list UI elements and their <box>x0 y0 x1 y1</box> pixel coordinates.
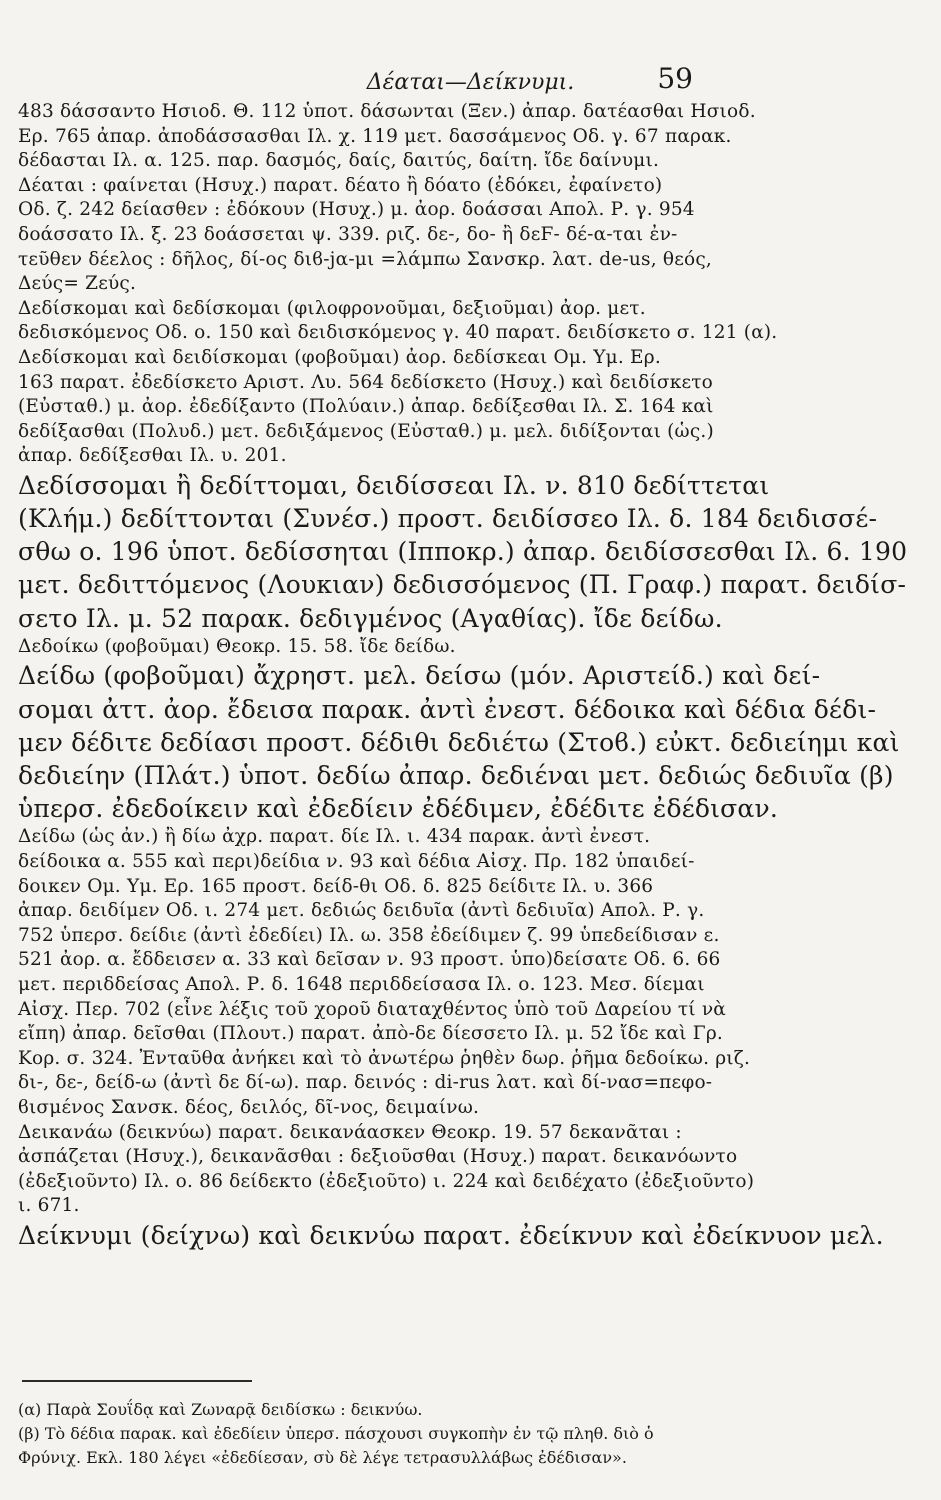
text-line: μετ. περιδδείσας Απολ. Ρ. δ. 1648 περιδδείσασα Ιλ. ο. 123. Μεσ. δίεμαι <box>18 973 705 995</box>
text-line: ἀπαρ. δειδίμεν Οδ. ι. 274 μετ. δεδιώς δειδυῖα (ἀντὶ δεδιυῖα) Απολ. Ρ. γ. <box>18 900 705 922</box>
text-line: σθω ο. 196 ὑποτ. δεδίσσηται (Ιπποκρ.) ἀπαρ. δειδίσσεσθαι Ιλ. 6. 190 <box>18 537 908 567</box>
entry-dediskomai-1: Δεδίσκομαι καὶ δεδίσκομαι (φιλοφρονοῦμαι, δεξιοῦμαι) ἀορ. μετ. <box>18 297 646 319</box>
text-line: δι-, δε-, δείδ-ω (ἀντὶ δε δί-ω). παρ. δεινός : di-rus λατ. καὶ δί-νασ=πεφο- <box>18 1072 713 1094</box>
text-line: 163 παρατ. ἐδεδίσκετο Αριστ. Λυ. 564 δεδίσκετο (Ησυχ.) καὶ δειδίσκετο <box>18 371 714 393</box>
entry-deido: Δείδω (φοβοῦμαι) ἄχρηστ. μελ. δείσω (μόν. Αριστείδ.) καὶ δεί- <box>18 661 821 691</box>
entry-dedissomai: Δεδίσσομαι ἢ δεδίττομαι, δειδίσσεαι Ιλ. ν. 810 δεδίττεται <box>18 470 770 500</box>
text-line: δεδιείην (Πλάτ.) ὑποτ. δεδίω ἀπαρ. δεδιέναι μετ. δεδιώς δεδιυῖα (β) <box>18 761 894 790</box>
text-line: (Κλήμ.) δεδίττονται (Συνέσ.) προστ. δειδίσσεο Ιλ. δ. 184 δειδισσέ- <box>18 504 878 534</box>
text-line: δέδασται Ιλ. α. 125. παρ. δασμός, δαίς, δαιτύς, δαίτη. ἴδε δαίνυμι. <box>18 150 660 172</box>
text-line: 521 ἀορ. α. ἔδδεισεν α. 33 καὶ δεῖσαν ν. 93 προστ. ὑπο)δείσατε Οδ. 6. 66 <box>18 949 721 971</box>
text-line: δοικεν Ομ. Υμ. Ερ. 165 προστ. δείδ-θι Οδ. δ. 825 δείδιτε Ιλ. υ. 366 <box>18 875 654 897</box>
entry-dediskomai-2: Δεδίσκομαι καὶ δειδίσκομαι (φοβοῦμαι) ἀορ. δεδίσκεαι Ομ. Υμ. Ερ. <box>18 346 661 368</box>
text-line: δεδίξασθαι (Πολυδ.) μετ. δεδιξάμενος (Εὐσταθ.) μ. μελ. διδίξονται (ὡς.) <box>18 420 714 442</box>
text-line: 752 ὑπερσ. δείδιε (ἀντὶ ἐδεδίει) Ιλ. ω. 358 ἐδείδιμεν ζ. 99 ὑπεδείδισαν ε. <box>18 924 720 946</box>
text-line: εἴπη) ἀπαρ. δεῖσθαι (Πλουτ.) παρατ. ἀπὸ-δε δίεσσετο Ιλ. μ. 52 ἴδε καὶ Γρ. <box>18 1023 723 1045</box>
running-head: Δέαται—Δείκνυμι. <box>366 70 575 95</box>
footnotes <box>18 1398 718 1470</box>
text-line: Κορ. σ. 324. Ἐνταῦθα ἀνήκει καὶ τὸ ἀνωτέρω ῥηθὲν δωρ. ῥῆμα δεδοίκω. ριζ. <box>18 1047 751 1069</box>
text-line: τεῦθεν δέελος : δῆλος, δί-ος διϐ-jα-μι =λάμπω Σανσκρ. λατ. de-us, θεός, <box>18 248 712 270</box>
text-line: μεν δέδιτε δεδίασι προστ. δέδιθι δεδιέτω (Στοϐ.) εὐκτ. δεδιείημι καὶ <box>18 727 900 757</box>
text-line: δοάσσατο Ιλ. ξ. 23 δοάσσεται ψ. 339. ριζ. δε-, δο- ἢ δεϜ- δέ-α-ται ἐν- <box>18 223 678 245</box>
text-line: (Εὐσταθ.) μ. ἀορ. ἐδεδίξαντο (Πολύαιν.) ἀπαρ. δεδίξεσθαι Ιλ. Σ. 164 καὶ <box>18 396 714 418</box>
body-text <box>18 100 908 1252</box>
text-line: (ἐδεξιοῦντο) Ιλ. ο. 86 δείδεκτο (ἐδεξιοῦτο) ι. 224 καὶ δειδέχατο (ἐδεξιοῦντο) <box>18 1170 755 1192</box>
text-line: ἀπαρ. δεδίξεσθαι Ιλ. υ. 201. <box>18 445 287 467</box>
entry-deatai: Δέαται : φαίνεται (Ησυχ.) παρατ. δέατο ἢ δόατο (ἐδόκει, ἐφαίνετο) <box>18 174 663 196</box>
footnote-alpha: (α) Παρὰ Σουΐδᾳ καὶ Ζωναρᾷ δειδίσκω : δεικνύω. <box>18 1400 423 1419</box>
page-number: 59 <box>657 62 693 95</box>
entry-deido-2: Δείδω (ὡς ἀν.) ἢ δίω ἀχρ. παρατ. δίε Ιλ. ι. 434 παρακ. ἀντὶ ἐνεστ. <box>18 826 651 848</box>
text-line: δεδισκόμενος Οδ. ο. 150 καὶ δειδισκόμενος γ. 40 παρατ. δειδίσκετο σ. 121 (α). <box>18 322 778 344</box>
text-line: Αἰσχ. Περ. 702 (εἶνε λέξις τοῦ χοροῦ διαταχθέντος ὑπὸ τοῦ Δαρείου τί νὰ <box>18 998 726 1020</box>
text-line: Δεύς= Ζεύς. <box>18 273 137 295</box>
text-line: ϐισμένος Σανσκ. δέος, δειλός, δῖ-νος, δειμαίνω. <box>18 1096 480 1118</box>
text-line: Ερ. 765 ἀπαρ. ἀποδάσσασθαι Ιλ. χ. 119 μετ. δασσάμενος Οδ. γ. 67 παρακ. <box>18 125 732 147</box>
text-line: ὑπερσ. ἐδεδοίκειν καὶ ἐδεδίειν ἐδέδιμεν, ἐδέδιτε ἐδέδισαν. <box>18 794 779 824</box>
text-line: σετο Ιλ. μ. 52 παρακ. δεδιγμένος (Αγαθίας). ἴδε δείδω. <box>18 603 723 633</box>
entry-deikanao: Δεικανάω (δεικνύω) παρατ. δεικανάασκεν Θεοκρ. 19. 57 δεκανᾶται : <box>18 1121 682 1143</box>
entry-deiknymi: Δείκνυμι (δείχνω) καὶ δεικνύω παρατ. ἐδείκνυν καὶ ἐδείκνυον μελ. <box>18 1220 884 1250</box>
text-line: Οδ. ζ. 242 δείασθεν : ἐδόκουν (Ησυχ.) μ. ἀορ. δοάσσαι Απολ. Ρ. γ. 954 <box>18 199 695 221</box>
footnote-beta-continued: Φρύνιχ. Εκλ. 180 λέγει «ἐδεδίεσαν, σὺ δὲ λέγε τετρασυλλάβως ἐδέδισαν». <box>18 1448 627 1467</box>
text-line: δείδοικα α. 555 καὶ περι)δείδια ν. 93 καὶ δέδια Αἰσχ. Πρ. 182 ὑπαιδεί- <box>18 850 695 872</box>
footnote-divider <box>22 1380 252 1382</box>
text-line: 483 δάσσαντο Ησιοδ. Θ. 112 ὑποτ. δάσωνται (Ξεν.) ἀπαρ. δατέασθαι Ησιοδ. <box>18 101 756 122</box>
text-line: ἀσπάζεται (Ησυχ.), δεικανᾶσθαι : δεξιοῦσθαι (Ησυχ.) παρατ. δεικανόωντο <box>18 1146 738 1168</box>
footnote-beta: (β) Τὸ δέδια παρακ. καὶ ἐδεδίειν ὑπερσ. πάσχουσι συγκοπὴν ἐν τῷ πληθ. διὸ ὁ <box>18 1424 654 1443</box>
text-line: σομαι ἀττ. ἀορ. ἔδεισα παρακ. ἀντὶ ἐνεστ. δέδοικα καὶ δέδια δέδι- <box>18 694 877 724</box>
text-line: μετ. δεδιττόμενος (Λουκιαν) δεδισσόμενος (Π. Γραφ.) παρατ. δειδίσ- <box>18 570 907 600</box>
text-line: ι. 671. <box>18 1195 80 1217</box>
entry-dedoiko: Δεδοίκω (φοβοῦμαι) Θεοκρ. 15. 58. ἴδε δείδω. <box>18 635 456 657</box>
